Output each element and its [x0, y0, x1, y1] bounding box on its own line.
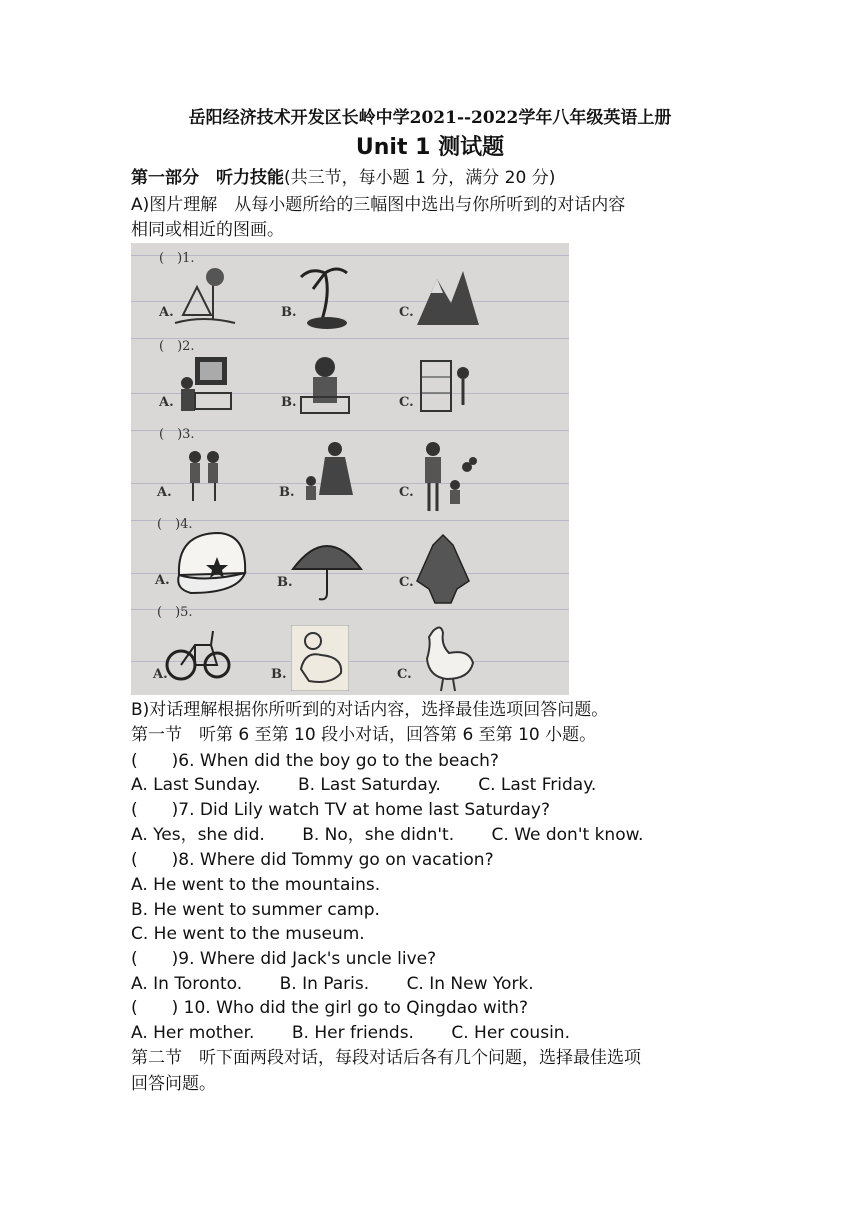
picture-question-label: ( )2.	[159, 339, 195, 354]
watching-tv-icon	[175, 353, 235, 419]
duck-icon	[291, 625, 349, 691]
option-b: B. No，she didn't.	[302, 825, 455, 845]
bicycle-icon	[165, 621, 231, 687]
option-a: A. Last Sunday.	[131, 775, 261, 795]
father-child-icon	[415, 441, 479, 515]
option-label: B.	[271, 667, 287, 682]
section-2-line2: 回答问题。	[131, 1074, 216, 1094]
section-2-line1: 第二节 听下面两段对话，每段对话后各有几个问题，选择最佳选项	[131, 1048, 641, 1068]
option-c: C. Last Friday.	[478, 775, 597, 795]
option-label: A.	[159, 395, 174, 410]
question-6: ( )6. When did the boy go to the beach?	[131, 751, 499, 771]
option-label: A.	[153, 667, 168, 682]
option-a: A. In Toronto.	[131, 974, 243, 994]
option-c: C. In New York.	[406, 974, 534, 994]
question-8: ( )8. Where did Tommy go on vacation?	[131, 850, 494, 870]
option-a: A. Yes，she did.	[131, 825, 265, 845]
part1-heading-bold: 第一部分 听力技能	[131, 168, 284, 188]
part1-heading	[131, 166, 555, 190]
raincoat-icon	[413, 531, 473, 607]
question-9-options	[131, 972, 534, 996]
option-c: C. Her cousin.	[451, 1023, 570, 1043]
option-label: A.	[157, 485, 172, 500]
picture-questions-photo	[131, 243, 569, 695]
beach-island-icon	[291, 263, 355, 331]
option-label: A.	[159, 305, 174, 320]
question-8-option-a: A. He went to the mountains.	[131, 875, 381, 895]
shopping-store-icon	[417, 351, 477, 419]
section-b-intro: B)对话理解根据你所听到的对话内容，选择最佳选项回答问题。	[131, 700, 609, 720]
option-b: B. Her friends.	[291, 1023, 414, 1043]
option-label: B.	[281, 395, 297, 410]
cooking-girl-icon	[295, 353, 355, 419]
option-label: C.	[399, 575, 414, 590]
two-girls-icon	[185, 449, 225, 505]
picture-question-label: ( )1.	[159, 251, 195, 266]
picture-question-label: ( )5.	[157, 605, 193, 620]
part1-heading-rest: (共三节，每小题 1 分，满分 20 分)	[284, 168, 556, 188]
option-a: A. Her mother.	[131, 1023, 255, 1043]
option-label: C.	[399, 485, 414, 500]
picture-question-label: ( )3.	[159, 427, 195, 442]
option-label: B.	[279, 485, 295, 500]
hen-icon	[413, 619, 477, 693]
question-7: ( )7. Did Lily watch TV at home last Saturday?	[131, 800, 550, 820]
section-a-line1: A)图片理解 从每小题所给的三幅图中选出与你所听到的对话内容	[131, 195, 626, 215]
option-label: B.	[277, 575, 293, 590]
picture-question-label: ( )4.	[157, 517, 193, 532]
option-label: B.	[281, 305, 297, 320]
mountain-icon	[415, 263, 481, 331]
question-10-options	[131, 1021, 570, 1045]
cap-icon	[165, 527, 257, 599]
umbrella-icon	[289, 529, 365, 605]
section-b-sub1: 第一节 听第 6 至第 10 段小对话，回答第 6 至第 10 小题。	[131, 725, 597, 745]
option-label: C.	[399, 395, 414, 410]
mother-child-icon	[295, 439, 359, 515]
school-line: 岳阳经济技术开发区长岭中学2021--2022学年八年级英语上册	[188, 108, 672, 128]
section-a-line2: 相同或相近的图画。	[131, 220, 284, 240]
question-9: ( )9. Where did Jack's uncle live?	[131, 949, 437, 969]
option-label: C.	[397, 667, 412, 682]
question-8-option-b: B. He went to summer camp.	[131, 900, 380, 920]
option-b: B. In Paris.	[279, 974, 370, 994]
camp-scene-icon	[173, 265, 237, 331]
question-8-option-c: C. He went to the museum.	[131, 924, 365, 944]
option-c: C. We don't know.	[491, 825, 644, 845]
question-6-options	[131, 773, 596, 797]
question-7-options	[131, 823, 643, 847]
option-b: B. Last Saturday.	[297, 775, 441, 795]
test-title: Unit 1 测试题	[355, 135, 505, 160]
option-label: A.	[155, 573, 170, 588]
option-label: C.	[399, 305, 414, 320]
question-10: ( ) 10. Who did the girl go to Qingdao with?	[131, 998, 528, 1018]
